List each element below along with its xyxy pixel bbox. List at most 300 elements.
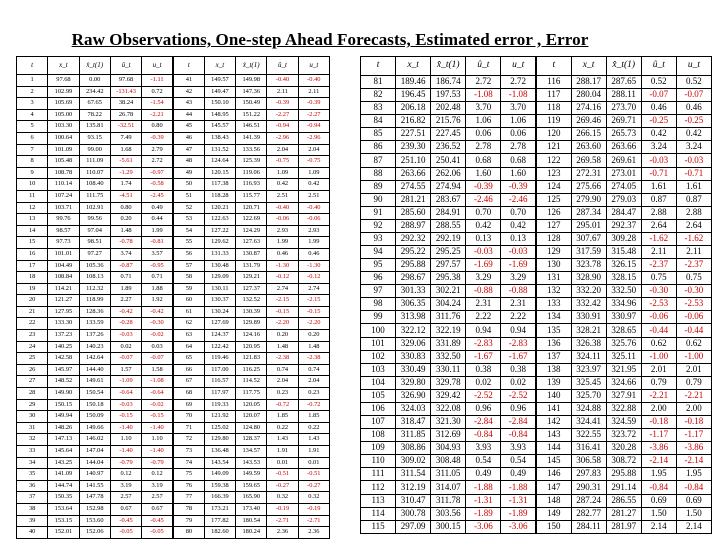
table-row [17,283,330,295]
x-cell: 196.45 [396,89,431,102]
error-cell: 0.02 [501,376,536,389]
t-cell: 58 [173,272,204,284]
estimated-error-cell: -0.15 [267,306,298,318]
t-cell: 121 [536,141,571,154]
x-cell: 279.90 [571,193,606,206]
table-row [361,115,712,128]
x-cell: 148.52 [48,376,79,388]
error-cell: 2.22 [501,311,536,324]
header-x: x_t [48,57,79,75]
t-cell: 138 [536,363,571,376]
error-cell: 1.43 [298,434,329,446]
error-cell: 2.00 [676,402,711,415]
estimated-error-cell: 0.74 [267,364,298,376]
error-cell: -0.64 [142,388,173,400]
table-row [17,353,330,365]
table-row [17,457,330,469]
error-cell: -0.72 [298,399,329,411]
estimated-error-cell: 1.74 [110,179,141,191]
estimated-error-cell: -2.83 [466,337,501,350]
forecast-cell: 281.97 [606,520,641,533]
header-forecast: x̂_t(1) [431,57,466,76]
t-cell: 56 [173,248,204,260]
estimated-error-cell: 2.11 [641,246,676,259]
estimated-error-cell: 0.87 [641,193,676,206]
error-cell: -0.75 [298,156,329,168]
forecast-cell: 114.52 [236,376,267,388]
x-cell: 292.32 [396,232,431,245]
t-cell: 137 [536,350,571,363]
table-row [17,411,330,423]
x-cell: 328.21 [571,324,606,337]
x-cell: 100.64 [48,132,79,144]
forecast-cell: 99.00 [79,144,110,156]
t-cell: 53 [173,214,204,226]
estimated-error-cell: 0.13 [466,232,501,245]
error-cell: 2.01 [676,363,711,376]
estimated-error-cell: 0.68 [466,154,501,167]
error-cell: -0.12 [298,272,329,284]
x-cell: 130.37 [204,295,235,307]
t-cell: 130 [536,259,571,272]
table-row [361,193,712,206]
t-cell: 17 [17,260,48,272]
error-cell: 0.96 [501,402,536,415]
t-cell: 99 [361,311,396,324]
error-cell: -0.19 [298,503,329,515]
x-cell: 263.60 [571,141,606,154]
estimated-error-cell: 2.00 [641,402,676,415]
x-cell: 153.64 [48,503,79,515]
table-row [17,179,330,191]
x-cell: 326.38 [571,337,606,350]
estimated-error-cell: 0.42 [466,219,501,232]
t-cell: 97 [361,285,396,298]
estimated-error-cell: -0.06 [641,311,676,324]
estimated-error-cell: -0.27 [267,480,298,492]
error-cell: -0.40 [298,202,329,214]
estimated-error-cell: -2.14 [641,455,676,468]
t-cell: 139 [536,376,571,389]
estimated-error-cell: 2.64 [641,219,676,232]
forecast-cell: 320.28 [606,442,641,455]
t-cell: 1 [17,75,48,87]
estimated-error-cell: -1.69 [466,259,501,272]
t-cell: 135 [536,324,571,337]
error-cell: -1.89 [501,507,536,520]
table-row [17,306,330,318]
forecast-cell: 279.03 [606,193,641,206]
t-cell: 12 [17,202,48,214]
t-cell: 64 [173,341,204,353]
x-cell: 105.69 [48,98,79,110]
estimated-error-cell: 2.78 [466,141,501,154]
table-row [361,76,712,89]
t-cell: 55 [173,237,204,249]
error-cell: 1.06 [501,115,536,128]
estimated-error-cell: -0.25 [641,115,676,128]
estimated-error-cell: -0.45 [110,515,141,527]
error-cell: -2.53 [676,298,711,311]
estimated-error-cell: -0.39 [466,180,501,193]
t-cell: 103 [361,363,396,376]
header-forecast: x̂_t(1) [606,57,641,76]
error-cell: -2.37 [676,259,711,272]
x-cell: 150.15 [48,399,79,411]
error-cell: 2.04 [298,144,329,156]
t-cell: 46 [173,132,204,144]
estimated-error-cell: 0.62 [641,337,676,350]
x-cell: 288.97 [396,219,431,232]
forecast-cell: 132.52 [236,295,267,307]
x-cell: 300.78 [396,507,431,520]
forecast-cell: 143.53 [236,457,267,469]
estimated-error-cell: -2.52 [466,389,501,402]
estimated-error-cell: 1.61 [641,180,676,193]
x-cell: 129.09 [204,272,235,284]
table-row [361,232,712,245]
estimated-error-cell: 1.57 [110,364,141,376]
x-cell: 306.58 [571,455,606,468]
t-cell: 43 [173,98,204,110]
error-cell: 2.57 [142,492,173,504]
error-cell: -2.20 [298,318,329,330]
forecast-cell: 128.37 [236,434,267,446]
error-cell: -3.06 [501,520,536,533]
t-cell: 75 [173,469,204,481]
t-cell: 116 [536,76,571,89]
table-row [361,507,712,520]
forecast-cell: 281.27 [606,507,641,520]
estimated-error-cell: 1.95 [641,468,676,481]
table-row [17,388,330,400]
estimated-error-cell: -1.88 [466,481,501,494]
estimated-error-cell: -0.03 [641,154,676,167]
x-cell: 130.24 [204,306,235,318]
estimated-error-cell: 3.70 [466,102,501,115]
t-cell: 5 [17,121,48,133]
x-cell: 312.19 [396,481,431,494]
estimated-error-cell: -1.40 [110,422,141,434]
forecast-cell: 283.67 [431,193,466,206]
t-cell: 92 [361,219,396,232]
forecast-cell: 140.23 [79,341,110,353]
x-cell: 317.59 [571,246,606,259]
x-cell: 322.12 [396,324,431,337]
t-cell: 146 [536,468,571,481]
error-cell: -0.88 [501,285,536,298]
error-cell: -0.30 [142,318,173,330]
estimated-error-cell: -2.84 [466,416,501,429]
estimated-error-cell: 0.32 [267,492,298,504]
t-cell: 145 [536,455,571,468]
table-row [17,190,330,202]
x-cell: 105.48 [48,156,79,168]
estimated-error-cell: -0.87 [110,260,141,272]
x-cell: 216.82 [396,115,431,128]
estimated-error-cell: -1.62 [641,232,676,245]
t-cell: 45 [173,121,204,133]
estimated-error-cell: 1.48 [110,225,141,237]
estimated-error-cell: -1.40 [110,446,141,458]
t-cell: 57 [173,260,204,272]
error-cell: 0.75 [676,272,711,285]
error-cell: 0.54 [501,455,536,468]
forecast-cell: 98.51 [79,237,110,249]
t-cell: 24 [17,341,48,353]
t-cell: 100 [361,324,396,337]
estimated-error-cell: 0.52 [641,76,676,89]
error-cell: 0.20 [298,330,329,342]
table-row [361,311,712,324]
error-cell: 0.46 [298,248,329,260]
error-cell: -0.39 [298,98,329,110]
estimated-error-cell: 0.46 [267,248,298,260]
forecast-cell: 288.55 [431,219,466,232]
error-cell: 0.23 [298,388,329,400]
estimated-error-cell: 1.91 [267,446,298,458]
t-cell: 7 [17,144,48,156]
estimated-error-cell: 0.71 [110,272,141,284]
table-row [361,324,712,337]
t-cell: 70 [173,411,204,423]
t-cell: 143 [536,429,571,442]
x-cell: 269.58 [571,154,606,167]
estimated-error-cell: -1.09 [110,376,141,388]
x-cell: 310.47 [396,494,431,507]
error-cell: -1.88 [501,481,536,494]
error-cell: 2.72 [501,76,536,89]
x-cell: 329.80 [396,376,431,389]
error-cell: -0.97 [142,167,173,179]
t-cell: 129 [536,246,571,259]
estimated-error-cell: 2.11 [267,86,298,98]
x-cell: 313.98 [396,311,431,324]
error-cell: 0.70 [501,206,536,219]
forecast-cell: 330.97 [606,311,641,324]
t-cell: 44 [173,109,204,121]
table-row [17,446,330,458]
forecast-cell: 159.65 [236,480,267,492]
x-cell: 120.15 [204,167,235,179]
forecast-cell: 144.40 [79,364,110,376]
x-cell: 141.09 [48,469,79,481]
table-row [361,350,712,363]
forecast-cell: 304.24 [431,298,466,311]
error-cell: -1.40 [142,422,173,434]
error-cell: -0.42 [142,306,173,318]
error-cell: 0.01 [298,457,329,469]
table-row [361,206,712,219]
error-cell: -0.15 [142,411,173,423]
x-cell: 159.38 [204,480,235,492]
estimated-error-cell: -2.37 [641,259,676,272]
x-cell: 324.41 [571,416,606,429]
left-data-table [16,56,330,539]
forecast-cell: 119.06 [236,167,267,179]
error-cell: -1.00 [676,350,711,363]
table-row [361,468,712,481]
estimated-error-cell: 1.10 [110,434,141,446]
t-cell: 79 [173,515,204,527]
error-cell: -0.39 [142,132,173,144]
forecast-cell: 180.54 [236,515,267,527]
table-row [361,481,712,494]
error-cell: 0.03 [142,341,173,353]
error-cell: 2.93 [298,225,329,237]
error-cell: -2.14 [676,455,711,468]
error-cell: -1.08 [142,376,173,388]
header-x: x_t [396,57,431,76]
t-cell: 40 [17,527,48,539]
table-row [17,527,330,539]
x-cell: 177.82 [204,515,235,527]
x-cell: 297.09 [396,520,431,533]
x-cell: 121.27 [48,295,79,307]
estimated-error-cell: 2.72 [466,76,501,89]
estimated-error-cell: 1.06 [466,115,501,128]
t-cell: 47 [173,144,204,156]
x-cell: 101.09 [48,144,79,156]
forecast-cell: 309.28 [606,232,641,245]
error-cell: 2.11 [298,86,329,98]
t-cell: 117 [536,89,571,102]
x-cell: 274.55 [396,180,431,193]
t-cell: 93 [361,232,396,245]
t-cell: 3 [17,98,48,110]
t-cell: 104 [361,376,396,389]
estimated-error-cell: -0.03 [466,246,501,259]
error-cell: 1.99 [298,237,329,249]
header-estimated-error: û_t [466,57,501,76]
t-cell: 82 [361,89,396,102]
error-cell: -2.27 [298,109,329,121]
x-cell: 103.30 [48,121,79,133]
forecast-cell: 128.36 [79,306,110,318]
estimated-error-cell: -2.46 [466,193,501,206]
forecast-cell: 326.15 [606,259,641,272]
estimated-error-cell: -32.51 [110,121,141,133]
x-cell: 149.57 [204,75,235,87]
x-cell: 298.67 [396,272,431,285]
estimated-error-cell: -1.08 [466,89,501,102]
forecast-cell: 149.61 [79,376,110,388]
x-cell: 266.15 [571,128,606,141]
x-cell: 287.34 [571,206,606,219]
x-cell: 329.06 [396,337,431,350]
error-cell: 0.38 [501,363,536,376]
t-cell: 13 [17,214,48,226]
forecast-cell: 329.78 [431,376,466,389]
left-table-body [17,75,330,539]
t-cell: 8 [17,156,48,168]
estimated-error-cell: -0.30 [641,285,676,298]
page-title: Raw Observations, One-step Ahead Forecasts, Estimated error , Error [71,30,589,49]
error-cell: -1.62 [676,232,711,245]
estimated-error-cell: -0.40 [267,202,298,214]
x-cell: 189.46 [396,76,431,89]
forecast-cell: 97.04 [79,225,110,237]
error-cell: 0.72 [142,86,173,98]
estimated-error-cell: 1.50 [641,507,676,520]
forecast-cell: 311.76 [431,311,466,324]
table-row [361,363,712,376]
estimated-error-cell: -2.38 [267,353,298,365]
estimated-error-cell: 0.69 [641,494,676,507]
forecast-cell: 186.74 [431,76,466,89]
t-cell: 110 [361,455,396,468]
table-row [361,246,712,259]
x-cell: 147.13 [48,434,79,446]
error-cell: -2.84 [501,416,536,429]
x-cell: 99.76 [48,214,79,226]
estimated-error-cell: 0.49 [466,468,501,481]
estimated-error-cell: -0.84 [641,481,676,494]
t-cell: 52 [173,202,204,214]
estimated-error-cell: -0.15 [110,411,141,423]
t-cell: 120 [536,128,571,141]
error-cell: 0.06 [501,128,536,141]
t-cell: 73 [173,446,204,458]
error-cell: 2.31 [501,298,536,311]
x-cell: 316.41 [571,442,606,455]
t-cell: 128 [536,232,571,245]
t-cell: 112 [361,481,396,494]
error-cell: 2.88 [676,206,711,219]
error-cell: 0.13 [501,232,536,245]
forecast-cell: 111.75 [79,190,110,202]
table-row [17,156,330,168]
t-cell: 21 [17,306,48,318]
forecast-cell: 327.91 [606,389,641,402]
forecast-cell: 269.71 [606,115,641,128]
estimated-error-cell: 2.04 [267,376,298,388]
table-row [17,376,330,388]
table-row [361,89,712,102]
x-cell: 306.35 [396,298,431,311]
error-cell: -0.44 [676,324,711,337]
forecast-cell: 274.05 [606,180,641,193]
x-cell: 108.84 [48,272,79,284]
x-cell: 325.70 [571,389,606,402]
error-cell: -2.46 [501,193,536,206]
t-cell: 31 [17,422,48,434]
table-row [17,318,330,330]
x-cell: 290.31 [571,481,606,494]
t-cell: 22 [17,318,48,330]
error-cell: 1.99 [142,225,173,237]
error-cell: -1.54 [142,98,173,110]
table-row [361,402,712,415]
x-cell: 152.01 [48,527,79,539]
estimated-error-cell: 0.12 [110,469,141,481]
forecast-cell: 322.08 [431,402,466,415]
table-row [361,167,712,180]
x-cell: 328.90 [571,272,606,285]
t-cell: 38 [17,503,48,515]
forecast-cell: 152.06 [79,527,110,539]
error-cell: -0.18 [676,416,711,429]
x-cell: 117.00 [204,364,235,376]
table-row [361,442,712,455]
forecast-cell: 180.24 [236,527,267,539]
estimated-error-cell: 1.48 [267,341,298,353]
forecast-cell: 300.15 [431,520,466,533]
error-cell: -2.83 [501,337,536,350]
estimated-error-cell: -0.06 [267,214,298,226]
forecast-cell: 328.65 [606,324,641,337]
forecast-cell: 227.45 [431,128,466,141]
